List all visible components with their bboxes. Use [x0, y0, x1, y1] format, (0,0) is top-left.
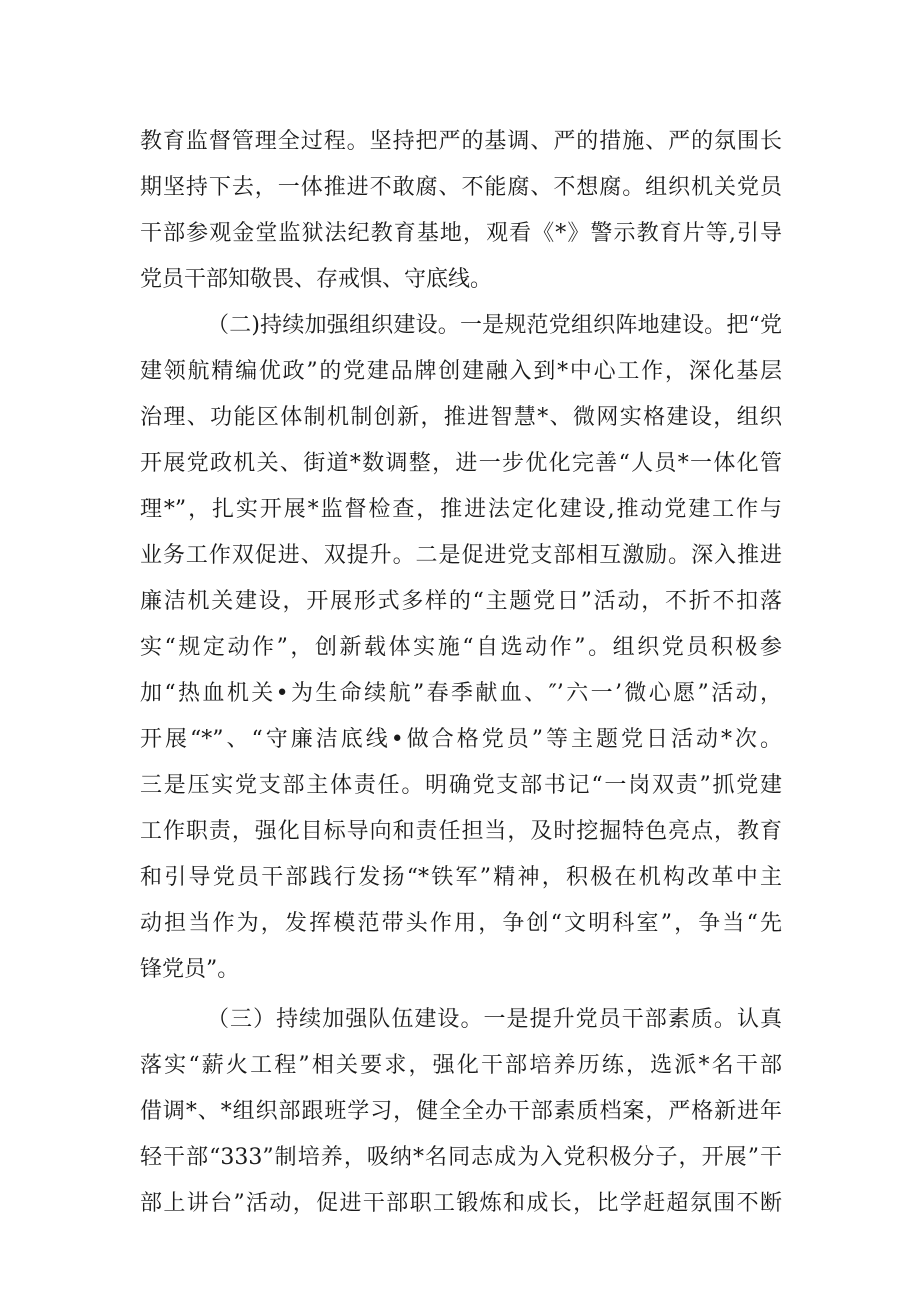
text-line-1: 教育监督管理全过程。坚持把严的基调、严的措施、严的氛围长 [140, 129, 782, 154]
text-line-23: 轻干部“333”制培养，吸纳*名同志成为入党积极分子，开展”干 [140, 1145, 782, 1170]
text-line-11: 廉洁机关建设，开展形式多样的“主题党日”活动，不折不扣落 [140, 589, 782, 614]
text-line-6: 建领航精编优政”的党建品牌创建融入到*中心工作，深化基层 [140, 359, 782, 384]
text-line-17: 和引导党员干部践行发扬“*铁军”精神，积极在机构改革中主 [140, 865, 782, 890]
text-line-9: 理*”，扎实开展*监督检查，推进法定化建设,推动党建工作与 [140, 497, 782, 522]
text-line-19: 锋党员”。 [140, 957, 240, 982]
text-line-18: 动担当作为，发挥模范带头作用，争创“文明科室”，争当“先 [140, 911, 782, 936]
text-line-24: 部上讲台”活动，促进干部职工锻炼和成长，比学赶超氛围不断 [140, 1191, 782, 1216]
section-heading-3: （三）持续加强队伍建设。一是提升党员干部素质。认真 [207, 1007, 782, 1032]
text-line-13: 加“热血机关•为生命续航”春季献血、″’六一’微心愿”活动， [140, 681, 782, 706]
text-line-10: 业务工作双促进、双提升。二是促进党支部相互激励。深入推进 [140, 543, 782, 568]
section-heading-2: （二)持续加强组织建设。一是规范党组织阵地建设。把“党 [207, 313, 782, 338]
text-line-12: 实“规定动作”，创新载体实施“自选动作”。组织党员积极参 [140, 635, 782, 660]
text-line-14: 开展“*”、“守廉洁底线•做合格党员”等主题党日活动*次。 [140, 727, 782, 752]
text-line-4: 党员干部知敬畏、存戒惧、守底线。 [140, 267, 493, 292]
text-line-8: 开展党政机关、街道*数调整，进一步优化完善“人员*一体化管 [140, 451, 782, 476]
text-line-2: 期坚持下去，一体推进不敢腐、不能腐、不想腐。组织机关党员 [140, 175, 782, 200]
text-line-7: 治理、功能区体制机制创新，推进智慧*、微网实格建设，组织 [140, 405, 782, 430]
text-line-3: 干部参观金堂监狱法纪教育基地，观看《*》警示教育片等,引导 [140, 221, 782, 246]
text-line-22: 借调*、*组织部跟班学习，健全全办干部素质档案，严格新进年 [140, 1099, 782, 1124]
text-line-16: 工作职责，强化目标导向和责任担当，及时挖掘特色亮点，教育 [140, 819, 782, 844]
text-line-15: 三是压实党支部主体责任。明确党支部书记“一岗双责”抓党建 [140, 773, 782, 798]
text-line-21: 落实“薪火工程”相关要求，强化干部培养历练，选派*名干部 [140, 1053, 782, 1078]
